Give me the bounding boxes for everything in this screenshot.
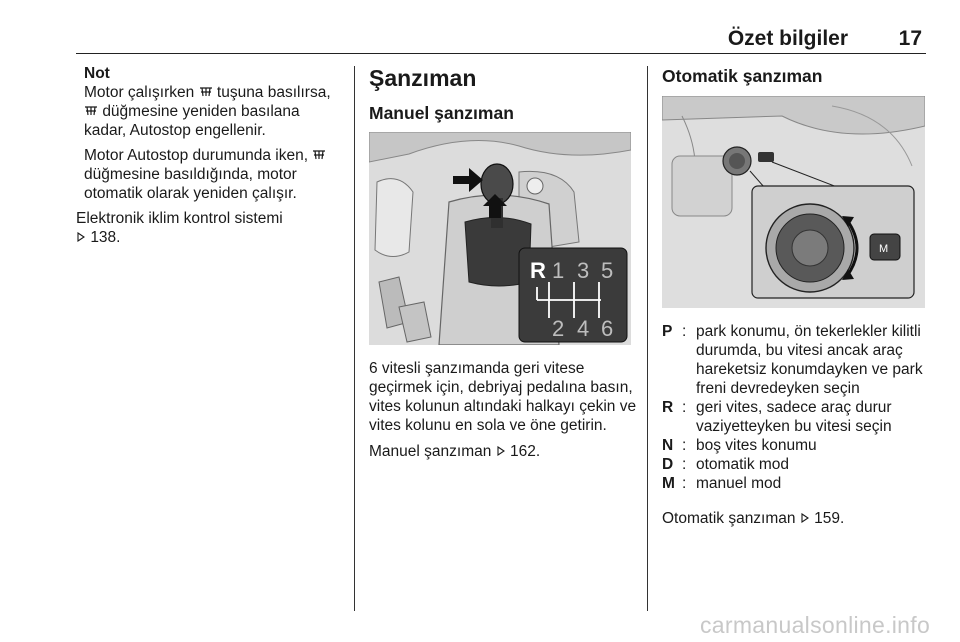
- column-middle: [369, 64, 637, 124]
- column-left: [76, 64, 346, 247]
- gear-desc-m: manuel mod: [696, 475, 782, 492]
- gear-desc-p: park konumu, ön tekerlekler kilitli durumda, bu vitesi ancak araç hareketsiz konumdayken ve park freni devredeyken seçin: [696, 323, 923, 397]
- eco-autostop-icon: [312, 149, 326, 161]
- auto-ref-text: Otomatik şanzıman: [662, 510, 796, 527]
- note-p1-before: Motor çalışırken: [84, 84, 195, 101]
- gear-desc-r: geri vites, sadece araç durur vaziyetteyken bu vitesi seçin: [696, 399, 892, 435]
- subheading-manual-transmission: Manuel şanzıman: [369, 103, 514, 123]
- note-box: [76, 64, 346, 203]
- note-p1-after: tuşuna basılırsa,: [216, 84, 331, 101]
- eco-autostop-icon: [199, 86, 213, 98]
- column-divider-1: [354, 66, 355, 611]
- note-p1-end: düğmesine yeniden basılana kadar, Autostop engellenir.: [84, 103, 300, 139]
- gear-label-4: 4: [577, 316, 590, 341]
- page-header: [76, 24, 926, 54]
- climate-control-text: Elektronik iklim kontrol sistemi: [76, 210, 283, 227]
- subheading-automatic-transmission: Otomatik şanzıman: [662, 66, 823, 86]
- gear-position-list: [662, 322, 932, 528]
- gear-label-3: 3: [577, 258, 590, 283]
- gear-label-1: 1: [552, 258, 565, 283]
- page-reference-icon: [76, 232, 86, 242]
- gear-separator: :: [682, 475, 687, 492]
- gear-separator: :: [682, 437, 687, 454]
- manual-transmission-text: [369, 359, 637, 461]
- page-number: 17: [898, 27, 922, 50]
- dial-mode-label: M: [879, 243, 889, 255]
- note-heading: Not: [84, 65, 110, 82]
- gear-key-p: P: [662, 323, 673, 340]
- manual-transmission-reference: [369, 442, 637, 461]
- note-paragraph-2: [84, 146, 346, 203]
- column-divider-2: [647, 66, 648, 611]
- list-item: [662, 436, 932, 455]
- note-paragraph-1: [84, 83, 346, 140]
- automatic-gear-dial-illustration: [662, 96, 925, 308]
- gearshift-drawing: [369, 132, 631, 345]
- gear-key-r: R: [662, 399, 674, 416]
- auto-ref-page[interactable]: 159.: [814, 510, 845, 527]
- list-item: [662, 455, 932, 474]
- column-right: [662, 64, 932, 527]
- gear-label-6: 6: [601, 316, 614, 341]
- manual-gearshift-illustration: [369, 132, 631, 345]
- note-p2-end: düğmesine basıldığında, motor otomatik olarak yeniden çalışır.: [84, 166, 297, 202]
- page-title: Özet bilgiler: [727, 27, 848, 50]
- climate-control-paragraph: [76, 209, 346, 247]
- climate-control-ref[interactable]: 138.: [90, 229, 121, 246]
- eco-autostop-icon: [84, 105, 98, 117]
- manual-ref-page[interactable]: 162.: [509, 443, 541, 460]
- automatic-transmission-reference: [662, 509, 932, 528]
- list-item: [662, 398, 932, 436]
- watermark: carmanualsonline.info: [700, 612, 931, 638]
- gear-dial-drawing: [662, 96, 925, 308]
- list-item: [662, 322, 932, 398]
- note-p2-start: Motor Autostop durumunda iken,: [84, 147, 309, 164]
- list-item: [662, 474, 932, 493]
- gear-separator: :: [682, 323, 687, 340]
- page-reference-icon: [800, 513, 810, 523]
- gear-desc-d: otomatik mod: [696, 456, 790, 473]
- page-reference-icon: [496, 446, 506, 456]
- gear-separator: :: [682, 456, 687, 473]
- gear-label-2: 2: [552, 316, 565, 341]
- gear-separator: :: [682, 399, 687, 416]
- gear-key-m: M: [662, 475, 675, 492]
- gear-key-n: N: [662, 437, 674, 454]
- gear-desc-n: boş vites konumu: [696, 437, 817, 454]
- manual-transmission-body: 6 vitesli şanzımanda geri vitese geçirmek için, debriyaj pedalına basın, vites kolunun altındaki halkayı çekin ve vites kolunu en sola ve öne getirin.: [369, 360, 637, 434]
- gear-label-5: 5: [601, 258, 614, 283]
- gear-key-d: D: [662, 456, 674, 473]
- manual-ref-text: Manuel şanzıman: [369, 443, 492, 460]
- gear-label-reverse: R: [530, 258, 546, 283]
- section-heading-transmission: Şanzıman: [369, 65, 477, 91]
